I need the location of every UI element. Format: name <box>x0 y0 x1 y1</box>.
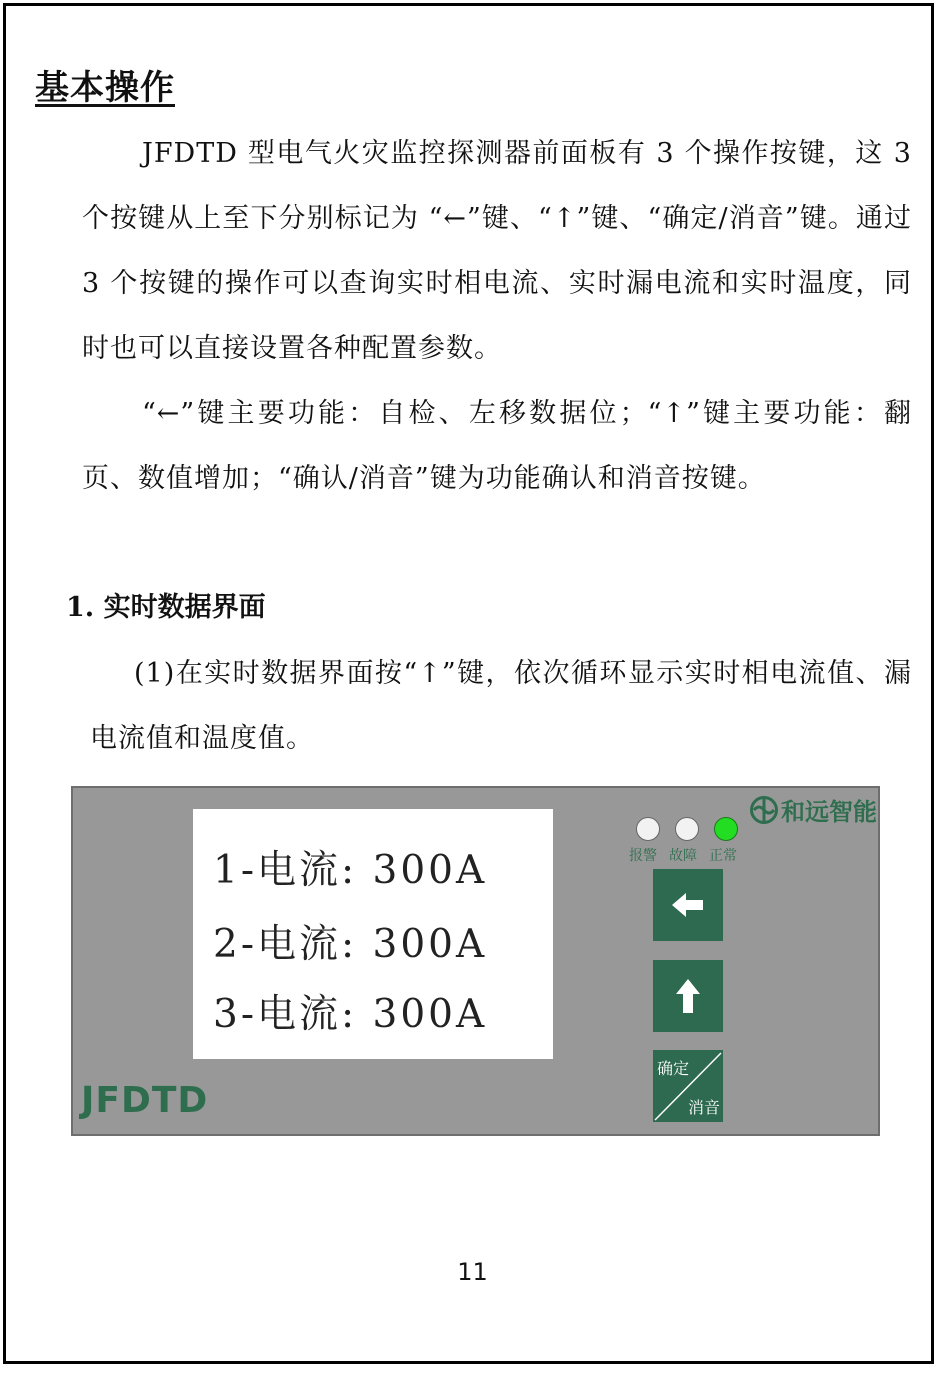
confirm-key-label: 确定 <box>657 1059 690 1078</box>
intro-paragraph: JFDTD 型电气火灾监控探测器前面板有 3 个操作按键，这 3 个按键从上至下分别标记为 “←”键、“↑”键、“确定/消音”键。通过 3 个按键的操作可以查询实时相电流、实时漏电流和实时温度，同时也可以直接设置各种配置参数。 <box>82 138 912 364</box>
left-arrow-icon <box>670 891 706 919</box>
confirm-mute-key-button[interactable] <box>653 1050 723 1122</box>
brand-logo <box>749 792 877 827</box>
mute-key-label: 消音 <box>687 1098 720 1117</box>
subsection-title: 1. 实时数据界面 <box>66 592 266 623</box>
up-key-button[interactable] <box>653 960 723 1032</box>
up-arrow-icon <box>674 977 702 1015</box>
lcd-display <box>193 809 553 1059</box>
normal-indicator-led <box>714 817 738 841</box>
normal-label: 正常 <box>709 848 737 864</box>
fault-label: 故障 <box>669 848 697 864</box>
brand-name: 和远智能 <box>781 798 877 826</box>
lcd-line: 1-电流: 300A <box>213 848 488 893</box>
lcd-line: 2-电流: 300A <box>213 922 488 967</box>
model-label: JFDTD <box>81 1080 209 1121</box>
page-number: 11 <box>457 1258 488 1286</box>
left-key-button[interactable] <box>653 869 723 941</box>
realtime-paragraph: (1)在实时数据界面按“↑”键，依次循环显示实时相电流值、漏电流值和温度值。 <box>90 658 912 754</box>
fault-indicator-led <box>675 817 699 841</box>
section-title: 基本操作 <box>35 68 175 108</box>
device-front-panel <box>71 786 880 1136</box>
lcd-line: 3-电流: 300A <box>213 992 488 1037</box>
key-function-paragraph: “←”键主要功能：自检、左移数据位；“↑”键主要功能：翻页、数值增加；“确认/消音”键为功能确认和消音按键。 <box>82 398 912 494</box>
alarm-label: 报警 <box>629 848 657 864</box>
brand-logo-icon <box>749 795 779 825</box>
alarm-indicator-led <box>636 817 660 841</box>
